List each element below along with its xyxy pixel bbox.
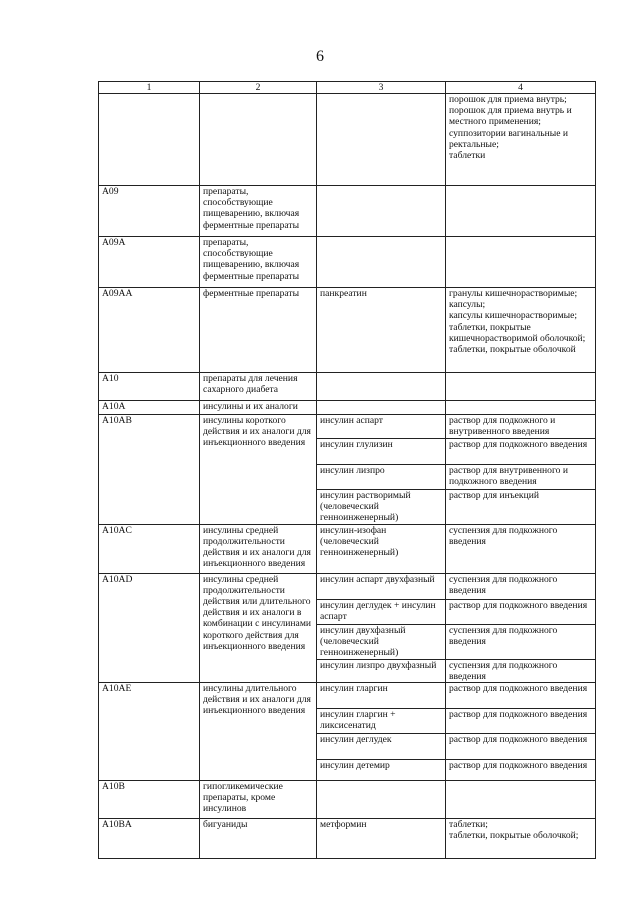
- dosage-form-line: суспензия для подкожного введения: [449, 659, 558, 682]
- dosage-form-cell: [446, 781, 596, 819]
- atc-code-cell: A10AB: [99, 415, 200, 525]
- column-header-2: 2: [200, 82, 317, 94]
- atc-code-cell: A10AC: [99, 524, 200, 573]
- table-row: [99, 237, 596, 288]
- inn-cell: [317, 237, 446, 288]
- atc-code-cell: A10: [99, 373, 200, 401]
- inn-cell: инсулин детемир: [317, 760, 446, 781]
- atc-code-cell: A10B: [99, 781, 200, 819]
- dosage-form-line: таблетки;: [449, 819, 488, 831]
- group-name-cell: препараты, способствующие пищеварению, включая ферментные препараты: [200, 237, 317, 288]
- dosage-form-line: раствор для подкожного введения: [449, 760, 588, 772]
- inn-cell: [317, 401, 446, 415]
- dosage-form-line: раствор для подкожного введения: [449, 709, 588, 721]
- dosage-form-line: раствор для внутривенного и подкожного введения: [449, 465, 568, 488]
- dosage-form-line: раствор для подкожного и внутривенного введения: [449, 415, 556, 438]
- dosage-form-line: раствор для подкожного введения: [449, 439, 588, 450]
- group-name-cell: препараты, способствующие пищеварению, включая ферментные препараты: [200, 186, 317, 237]
- inn-cell: инсулин двухфазный (человеческий генноинженерный): [317, 624, 446, 659]
- dosage-form-line: таблетки, покрытые оболочкой;: [449, 830, 579, 842]
- column-header-4: 4: [446, 82, 596, 94]
- dosage-form-cell: [446, 186, 596, 237]
- inn-cell: панкреатин: [317, 288, 446, 373]
- inn-cell: инсулин гларгин: [317, 683, 446, 709]
- dosage-form-line: порошок для приема внутрь;: [449, 94, 567, 105]
- inn-cell: инсулин лизпро двухфазный: [317, 659, 446, 682]
- dosage-form-line: капсулы кишечнорастворимые;: [449, 310, 578, 322]
- dosage-form-cell: [446, 465, 596, 490]
- dosage-form-cell: [446, 624, 596, 659]
- dosage-form-cell: [446, 659, 596, 682]
- dosage-form-line: гранулы кишечнорастворимые;: [449, 288, 578, 299]
- table-row: [99, 781, 596, 819]
- dosage-form-line: раствор для подкожного введения: [449, 734, 588, 746]
- table-row: [99, 524, 596, 573]
- dosage-form-cell: [446, 760, 596, 781]
- inn-cell: инсулин глулизин: [317, 439, 446, 465]
- group-name-cell: ферментные препараты: [200, 288, 317, 373]
- dosage-form-cell: [446, 94, 596, 186]
- inn-cell: инсулин растворимый (человеческий генноинженерный): [317, 490, 446, 525]
- dosage-form-line: таблетки, покрытые кишечнорастворимой оболочкой;: [449, 321, 586, 344]
- dosage-form-cell: [446, 573, 596, 599]
- dosage-form-line: раствор для подкожного введения: [449, 683, 588, 695]
- group-name-cell: препараты для лечения сахарного диабета: [200, 373, 317, 401]
- inn-cell: инсулин гларгин + ликсисенатид: [317, 709, 446, 734]
- dosage-form-line: порошок для приема внутрь и местного применения;: [449, 105, 572, 128]
- dosage-form-cell: [446, 415, 596, 439]
- atc-code-cell: A09AA: [99, 288, 200, 373]
- inn-cell: инсулин аспарт двухфазный: [317, 573, 446, 599]
- dosage-form-line: суппозитории вагинальные и ректальные;: [449, 127, 568, 150]
- dosage-form-cell: [446, 439, 596, 465]
- group-name-cell: гипогликемические препараты, кроме инсулинов: [200, 781, 317, 819]
- table-row: [99, 401, 596, 415]
- dosage-form-cell: [446, 524, 596, 573]
- inn-cell: [317, 373, 446, 401]
- dosage-form-cell: [446, 237, 596, 288]
- dosage-form-cell: [446, 288, 596, 373]
- dosage-form-cell: [446, 599, 596, 624]
- dosage-form-line: раствор для инъекций: [449, 490, 539, 501]
- table-row: [99, 288, 596, 373]
- inn-cell: инсулин деглудек + инсулин аспарт: [317, 599, 446, 624]
- group-name-cell: инсулины короткого действия и их аналоги для инъекционного введения: [200, 415, 317, 525]
- inn-cell: [317, 781, 446, 819]
- dosage-form-line: раствор для подкожного введения: [449, 599, 588, 611]
- continuation-row: [99, 94, 596, 186]
- dosage-form-line: суспензия для подкожного введения: [449, 624, 558, 647]
- inn-cell: инсулин аспарт: [317, 415, 446, 439]
- dosage-form-line: капсулы;: [449, 299, 486, 311]
- column-header-1: 1: [99, 82, 200, 94]
- inn-cell: инсулин-изофан (человеческий генноинженерный): [317, 524, 446, 573]
- atc-code-cell: A10A: [99, 401, 200, 415]
- inn-cell: [317, 186, 446, 237]
- atc-code-cell: A10AD: [99, 573, 200, 682]
- dosage-form-cell: [446, 734, 596, 760]
- inn-cell: [317, 94, 446, 186]
- inn-cell: метформин: [317, 819, 446, 859]
- table-body: [99, 94, 596, 859]
- table-row: [99, 186, 596, 237]
- atc-code-cell: A09: [99, 186, 200, 237]
- dosage-form-cell: [446, 819, 596, 859]
- dosage-form-cell: [446, 490, 596, 525]
- dosage-form-cell: [446, 401, 596, 415]
- group-name-cell: инсулины и их аналоги: [200, 401, 317, 415]
- table-row: [99, 373, 596, 401]
- table-row: [99, 415, 596, 439]
- group-name-cell: инсулины средней продолжительности действия или длительного действия и их аналоги в комбинации с инсулинами короткого действия для инъекционного введения: [200, 573, 317, 682]
- page-number: 6: [316, 48, 324, 65]
- group-name-cell: инсулины средней продолжительности действия и их аналоги для инъекционного введения: [200, 524, 317, 573]
- dosage-form-line: суспензия для подкожного введения: [449, 524, 558, 547]
- group-cell: [200, 94, 317, 186]
- drug-classification-table: [98, 81, 596, 859]
- atc-code-cell: A10AE: [99, 683, 200, 781]
- atc-code-cell: A10BA: [99, 819, 200, 859]
- dosage-form-line: таблетки, покрытые оболочкой: [449, 344, 576, 356]
- table-row: [99, 573, 596, 599]
- inn-cell: инсулин лизпро: [317, 465, 446, 490]
- dosage-form-cell: [446, 709, 596, 734]
- group-name-cell: инсулины длительного действия и их аналоги для инъекционного введения: [200, 683, 317, 781]
- column-number-row: [99, 82, 596, 94]
- group-name-cell: бигуаниды: [200, 819, 317, 859]
- inn-cell: инсулин деглудек: [317, 734, 446, 760]
- column-header-3: 3: [317, 82, 446, 94]
- dosage-form-cell: [446, 373, 596, 401]
- dosage-form-line: суспензия для подкожного введения: [449, 573, 558, 596]
- table-row: [99, 819, 596, 859]
- dosage-form-line: таблетки: [449, 150, 486, 162]
- table-row: [99, 683, 596, 709]
- dosage-form-cell: [446, 683, 596, 709]
- code-cell: [99, 94, 200, 186]
- atc-code-cell: A09A: [99, 237, 200, 288]
